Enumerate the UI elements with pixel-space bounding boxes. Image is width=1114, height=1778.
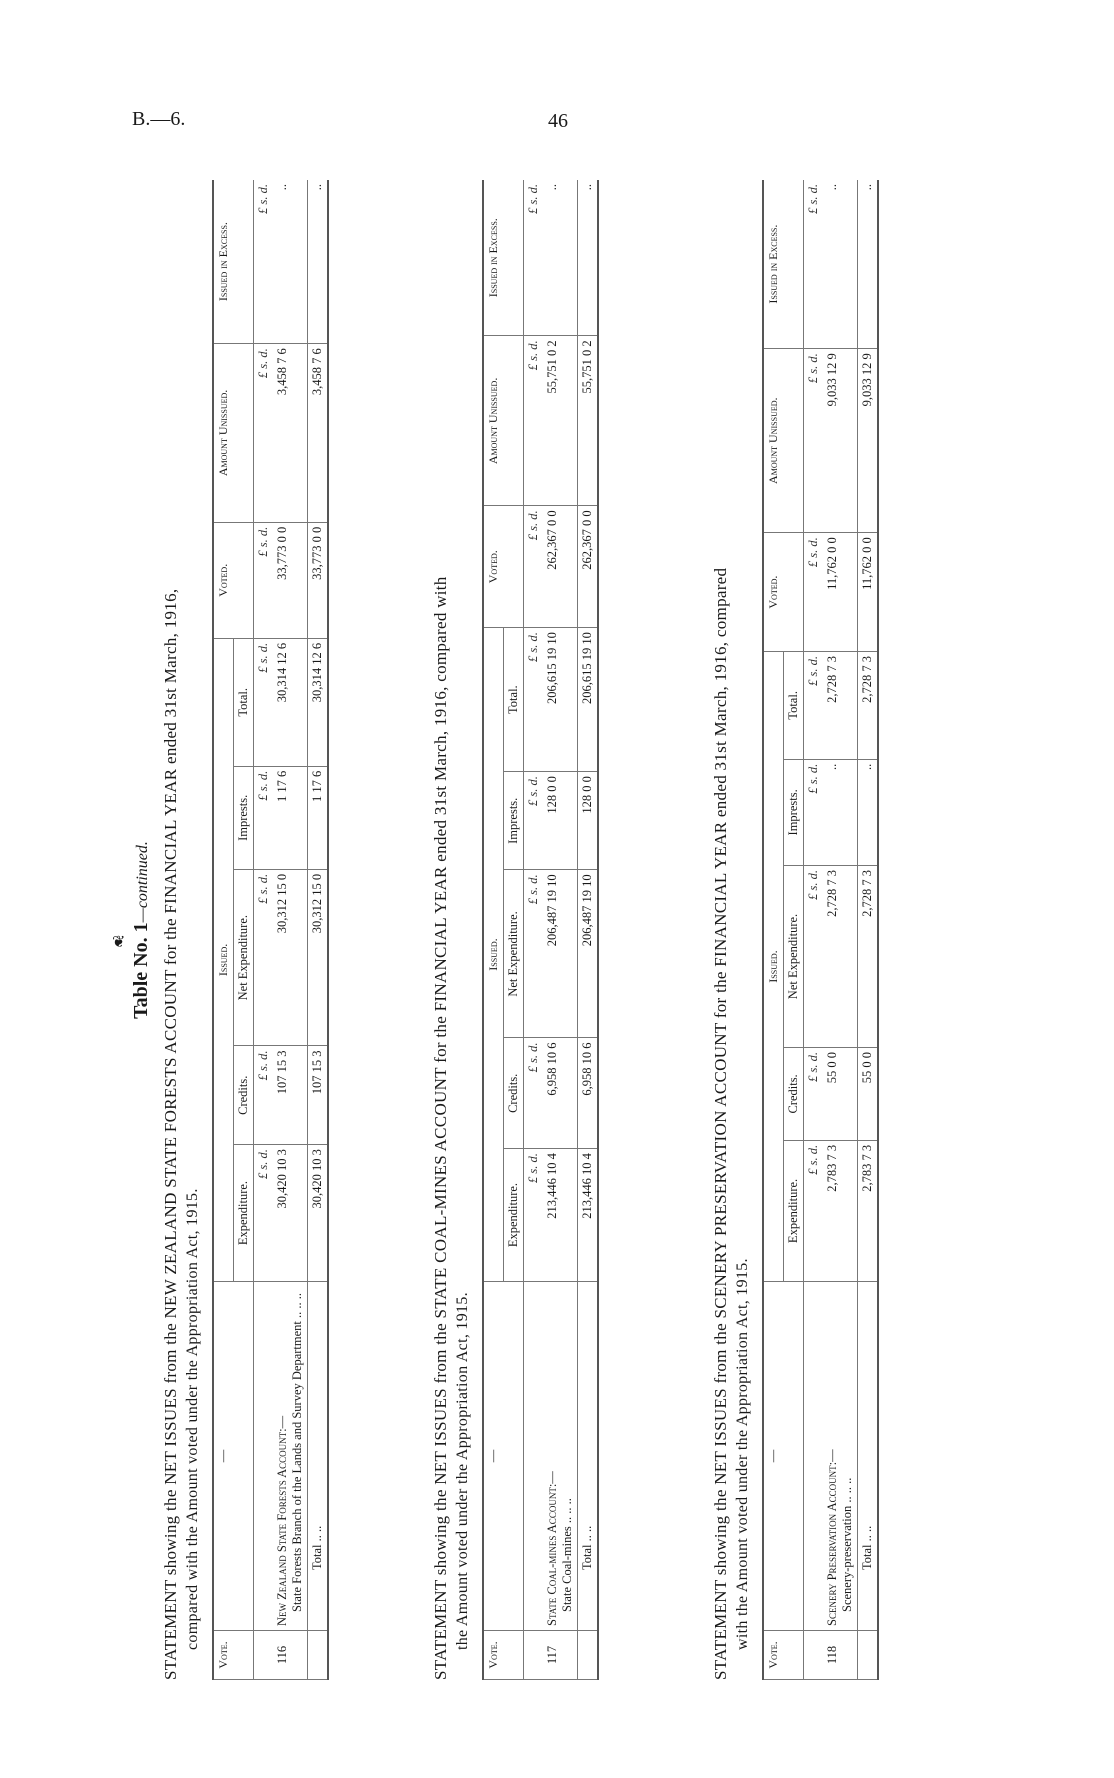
issued-header: Issued. [763,652,784,1282]
units-label: £ s. d. [254,638,274,766]
voted-total: 262,367 0 0 [578,506,599,628]
total-label: Total .. .. [858,1282,879,1631]
statement-text: STATEMENT showing the NET ISSUES from the NEW ZEALAND STATE FORESTS ACCOUNT for the FINANCIAL YEAR ended 31st March, 1916, [161,588,180,1680]
issued-in-excess-value: .. [273,180,308,344]
statement-text: STATEMENT showing the NET ISSUES from the STATE COAL-MINES ACCOUNT for the FINANCIAL YEAR ended 31st March, 1916, compared with [431,576,450,1680]
issued-in-excess-header: Issued in Excess. [763,180,804,349]
imprests-header: Imprests. [234,766,254,869]
voted-value: 33,773 0 0 [273,522,308,638]
statement-subtext: with the Amount voted under the Appropriation Act, 1915. [734,1258,751,1650]
statement-section [160,180,329,1680]
description-header: — [763,1282,804,1631]
credits-total: 55 0 0 [858,1047,879,1140]
imprests-value: .. [823,759,858,865]
account-table [482,180,599,1680]
total-vote-blank [858,1631,879,1680]
table-title-text: Table No. 1 [130,922,152,1019]
expenditure-total: 213,446 10 4 [578,1149,599,1282]
credits-header: Credits. [504,1038,524,1149]
units-label: £ s. d. [254,180,274,344]
imprests-value: 128 0 0 [543,772,578,870]
units-label: £ s. d. [804,866,824,1048]
amount-unissued-total: 3,458 7 6 [308,344,329,523]
net-expenditure-header: Net Expenditure. [784,866,804,1048]
units-label: £ s. d. [524,506,544,628]
amount-unissued-header: Amount Unissued. [763,349,804,533]
units-label: £ s. d. [804,349,824,533]
table-row [823,180,858,1680]
total-header: Total. [504,628,524,772]
issued-in-excess-value: .. [543,180,578,336]
units-label: £ s. d. [804,759,824,865]
units-label: £ s. d. [524,1149,544,1282]
account-name: Scenery Preservation Account:— [825,1449,839,1626]
imprests-total: 1 17 6 [308,766,329,869]
account-item: State Coal-mines .. .. .. [560,1498,574,1612]
account-item: State Forests Branch of the Lands and Survey Department .. .. .. [290,1292,304,1612]
total-total: 2,728 7 3 [858,652,879,760]
units-blank [254,1282,274,1631]
net-expenditure-total: 206,487 19 10 [578,870,599,1038]
units-label: £ s. d. [254,766,274,869]
credits-value: 6,958 10 6 [543,1038,578,1149]
units-label: £ s. d. [524,772,544,870]
imprests-total: .. [858,759,879,865]
issued-in-excess-total: .. [578,180,599,336]
expenditure-value: 30,420 10 3 [273,1145,308,1282]
account-name: New Zealand State Forests Account:— [275,1415,289,1626]
issued-in-excess-value: .. [823,180,858,349]
net-expenditure-total: 30,312 15 0 [308,869,329,1046]
units-label: £ s. d. [254,1145,274,1282]
expenditure-value: 2,783 7 3 [823,1140,858,1281]
credits-total: 107 15 3 [308,1046,329,1145]
total-total: 206,615 19 10 [578,628,599,772]
total-row [578,180,599,1680]
total-header: Total. [784,652,804,760]
total-vote-blank [578,1631,599,1680]
imprests-header: Imprests. [504,772,524,870]
credits-value: 55 0 0 [823,1047,858,1140]
printer-mark: ❦ [112,934,126,951]
units-blank [804,1282,824,1631]
voted-value: 262,367 0 0 [543,506,578,628]
units-row [254,180,274,1680]
description-header: — [483,1282,524,1631]
statement-section [710,180,879,1680]
issued-header: Issued. [213,638,234,1281]
net-expenditure-header: Net Expenditure. [234,869,254,1046]
net-expenditure-total: 2,728 7 3 [858,866,879,1048]
units-blank [524,1282,544,1631]
total-value: 2,728 7 3 [823,652,858,760]
credits-value: 107 15 3 [273,1046,308,1145]
credits-header: Credits. [234,1046,254,1145]
units-label: £ s. d. [804,1047,824,1140]
issued-in-excess-header: Issued in Excess. [213,180,254,344]
credits-header: Credits. [784,1047,804,1140]
units-label: £ s. d. [254,1046,274,1145]
issued-header: Issued. [483,628,504,1282]
units-label: £ s. d. [804,1140,824,1281]
total-vote-blank [308,1631,329,1680]
account-description [543,1282,578,1631]
amount-unissued-value: 55,751 0 2 [543,336,578,506]
units-label: £ s. d. [804,533,824,652]
statement-text: STATEMENT showing the NET ISSUES from the SCENERY PRESERVATION ACCOUNT for the FINANCIAL YEAR ended 31st March, 1916, compared [711,567,730,1680]
net-expenditure-value: 2,728 7 3 [823,866,858,1048]
expenditure-header: Expenditure. [504,1149,524,1282]
expenditure-header: Expenditure. [784,1140,804,1281]
voted-total: 33,773 0 0 [308,522,329,638]
header-row [483,180,504,1680]
statement-heading [160,180,204,1680]
account-table [762,180,879,1680]
vote-header: Vote. [483,1631,524,1680]
statement-subtext: compared with the Amount voted under the Appropriation Act, 1915. [184,1188,201,1650]
vote-number: 117 [543,1631,578,1680]
total-value: 206,615 19 10 [543,628,578,772]
header-row [213,180,234,1680]
net-expenditure-value: 206,487 19 10 [543,870,578,1038]
description-header: — [213,1282,254,1631]
total-label: Total .. .. [308,1282,329,1631]
issued-in-excess-total: .. [858,180,879,349]
net-expenditure-value: 30,312 15 0 [273,869,308,1046]
expenditure-total: 2,783 7 3 [858,1140,879,1281]
total-total: 30,314 12 6 [308,638,329,766]
net-expenditure-header: Net Expenditure. [504,870,524,1038]
total-row [308,180,329,1680]
amount-unissued-total: 9,033 12 9 [858,349,879,533]
amount-unissued-header: Amount Unissued. [213,344,254,523]
voted-total: 11,762 0 0 [858,533,879,652]
imprests-value: 1 17 6 [273,766,308,869]
issued-in-excess-total: .. [308,180,329,344]
amount-unissued-header: Amount Unissued. [483,336,524,506]
units-label: £ s. d. [254,522,274,638]
vote-header: Vote. [213,1631,254,1680]
account-item: Scenery-preservation .. .. .. [840,1477,854,1612]
expenditure-total: 30,420 10 3 [308,1145,329,1282]
units-label: £ s. d. [524,1038,544,1149]
units-blank [254,1631,274,1680]
total-header: Total. [234,638,254,766]
vote-number: 116 [273,1631,308,1680]
units-label: £ s. d. [524,628,544,772]
account-table [212,180,329,1680]
table-title-suffix: —continued. [134,841,151,923]
units-blank [524,1631,544,1680]
statement-subtext: the Amount voted under the Appropriation Act, 1915. [454,1292,471,1650]
table-row [543,180,578,1680]
total-label: Total .. .. [578,1282,599,1631]
voted-header: Voted. [213,522,254,638]
account-description [273,1282,308,1631]
units-row [804,180,824,1680]
amount-unissued-total: 55,751 0 2 [578,336,599,506]
table-title [130,180,153,1680]
statement-heading [430,180,474,1680]
statement-heading [710,180,754,1680]
statement-section [430,180,599,1680]
amount-unissued-value: 9,033 12 9 [823,349,858,533]
imprests-total: 128 0 0 [578,772,599,870]
table-row [273,180,308,1680]
vote-number: 118 [823,1631,858,1680]
units-label: £ s. d. [804,180,824,349]
voted-value: 11,762 0 0 [823,533,858,652]
issued-in-excess-header: Issued in Excess. [483,180,524,336]
units-label: £ s. d. [524,336,544,506]
voted-header: Voted. [483,506,524,628]
rotated-page-content [130,180,990,1680]
vote-header: Vote. [763,1631,804,1680]
units-label: £ s. d. [254,344,274,523]
page-reference: B.—6. [132,108,186,130]
amount-unissued-value: 3,458 7 6 [273,344,308,523]
units-blank [804,1631,824,1680]
account-description [823,1282,858,1631]
units-label: £ s. d. [804,652,824,760]
account-name: State Coal-mines Account:— [545,1471,559,1626]
units-label: £ s. d. [524,870,544,1038]
units-row [524,180,544,1680]
voted-header: Voted. [763,533,804,652]
total-row [858,180,879,1680]
header-row [763,180,784,1680]
expenditure-header: Expenditure. [234,1145,254,1282]
page-number: 46 [548,110,568,132]
units-label: £ s. d. [254,869,274,1046]
credits-total: 6,958 10 6 [578,1038,599,1149]
units-label: £ s. d. [524,180,544,336]
total-value: 30,314 12 6 [273,638,308,766]
imprests-header: Imprests. [784,759,804,865]
expenditure-value: 213,446 10 4 [543,1149,578,1282]
